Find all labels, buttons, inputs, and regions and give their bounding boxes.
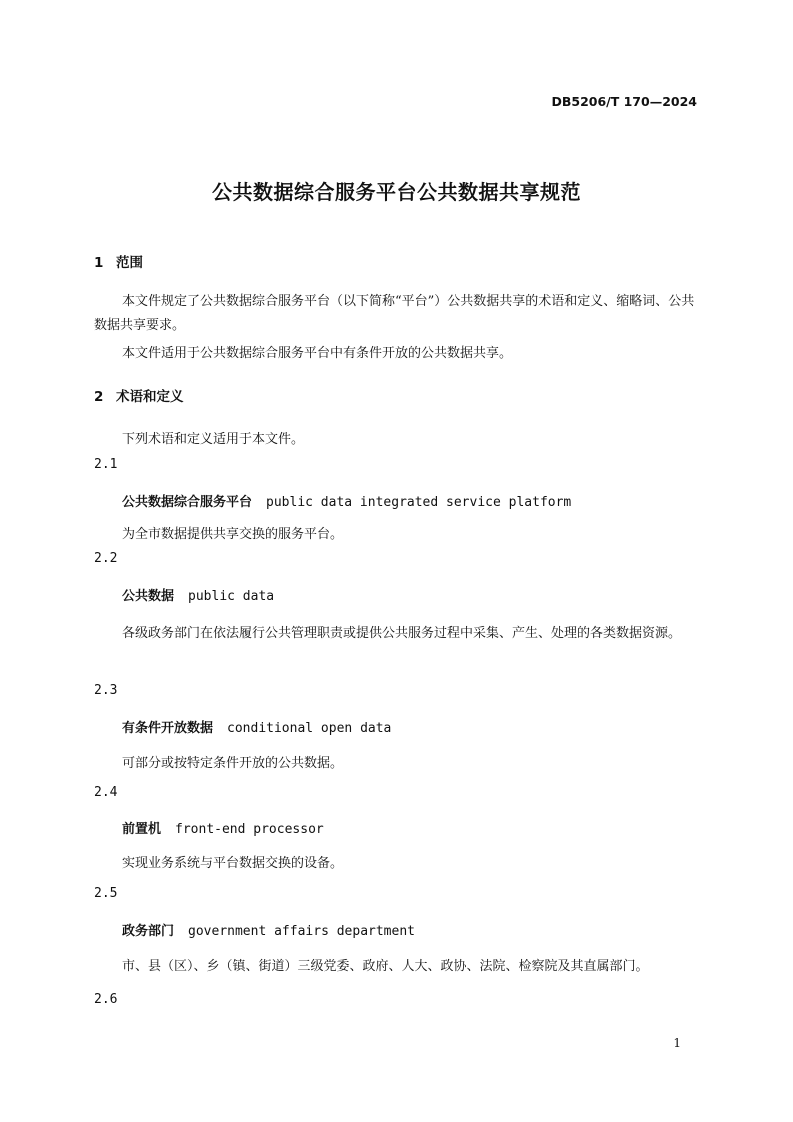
- section-number: 1: [94, 255, 104, 271]
- term-english: conditional open data: [227, 721, 392, 736]
- term-chinese: 有条件开放数据: [122, 721, 214, 736]
- term-english: public data integrated service platform: [266, 495, 572, 510]
- terms-intro: 下列术语和定义适用于本文件。: [122, 432, 305, 447]
- section-number: 2: [94, 389, 104, 405]
- term-definition: 各级政务部门在依法履行公共管理职责或提供公共服务过程中采集、产生、处理的各类数据资源。: [122, 626, 682, 641]
- scope-paragraph-1: 本文件规定了公共数据综合服务平台（以下简称“平台”）公共数据共享的术语和定义、缩略词、公共数据共享要求。: [94, 294, 695, 333]
- term-definition: 实现业务系统与平台数据交换的设备。: [122, 856, 344, 871]
- term-english: public data: [188, 589, 275, 604]
- document-title: 公共数据综合服务平台公共数据共享规范: [212, 180, 581, 204]
- term-number: 2.5: [94, 886, 118, 901]
- section-heading-terms: [94, 385, 184, 405]
- term-chinese: 公共数据: [122, 589, 175, 604]
- term-number: 2.4: [94, 785, 118, 800]
- term-entry: [122, 491, 571, 510]
- term-chinese: 前置机: [122, 822, 162, 837]
- term-entry: [122, 585, 274, 604]
- standard-number: DB5206/T 170—2024: [551, 94, 697, 109]
- term-number: 2.6: [94, 992, 118, 1007]
- page-number: 1: [673, 1036, 681, 1050]
- scope-paragraph-2: 本文件适用于公共数据综合服务平台中有条件开放的公共数据共享。: [122, 346, 513, 361]
- term-english: government affairs department: [188, 924, 415, 939]
- section-title: 范围: [116, 255, 143, 271]
- section-title: 术语和定义: [116, 389, 184, 405]
- term-entry: [122, 920, 415, 939]
- term-definition: 市、县（区）、乡（镇、街道）三级党委、政府、人大、政协、法院、检察院及其直属部门。: [122, 959, 649, 974]
- term-english: front-end processor: [175, 822, 324, 837]
- term-entry: [122, 818, 324, 837]
- term-chinese: 政务部门: [122, 924, 175, 939]
- term-entry: [122, 717, 391, 736]
- section-heading-scope: [94, 251, 143, 271]
- term-number: 2.2: [94, 551, 118, 566]
- term-number: 2.3: [94, 683, 118, 698]
- term-definition: 为全市数据提供共享交换的服务平台。: [122, 527, 344, 542]
- term-definition: 可部分或按特定条件开放的公共数据。: [122, 756, 344, 771]
- term-number: 2.1: [94, 457, 118, 472]
- term-chinese: 公共数据综合服务平台: [122, 495, 253, 510]
